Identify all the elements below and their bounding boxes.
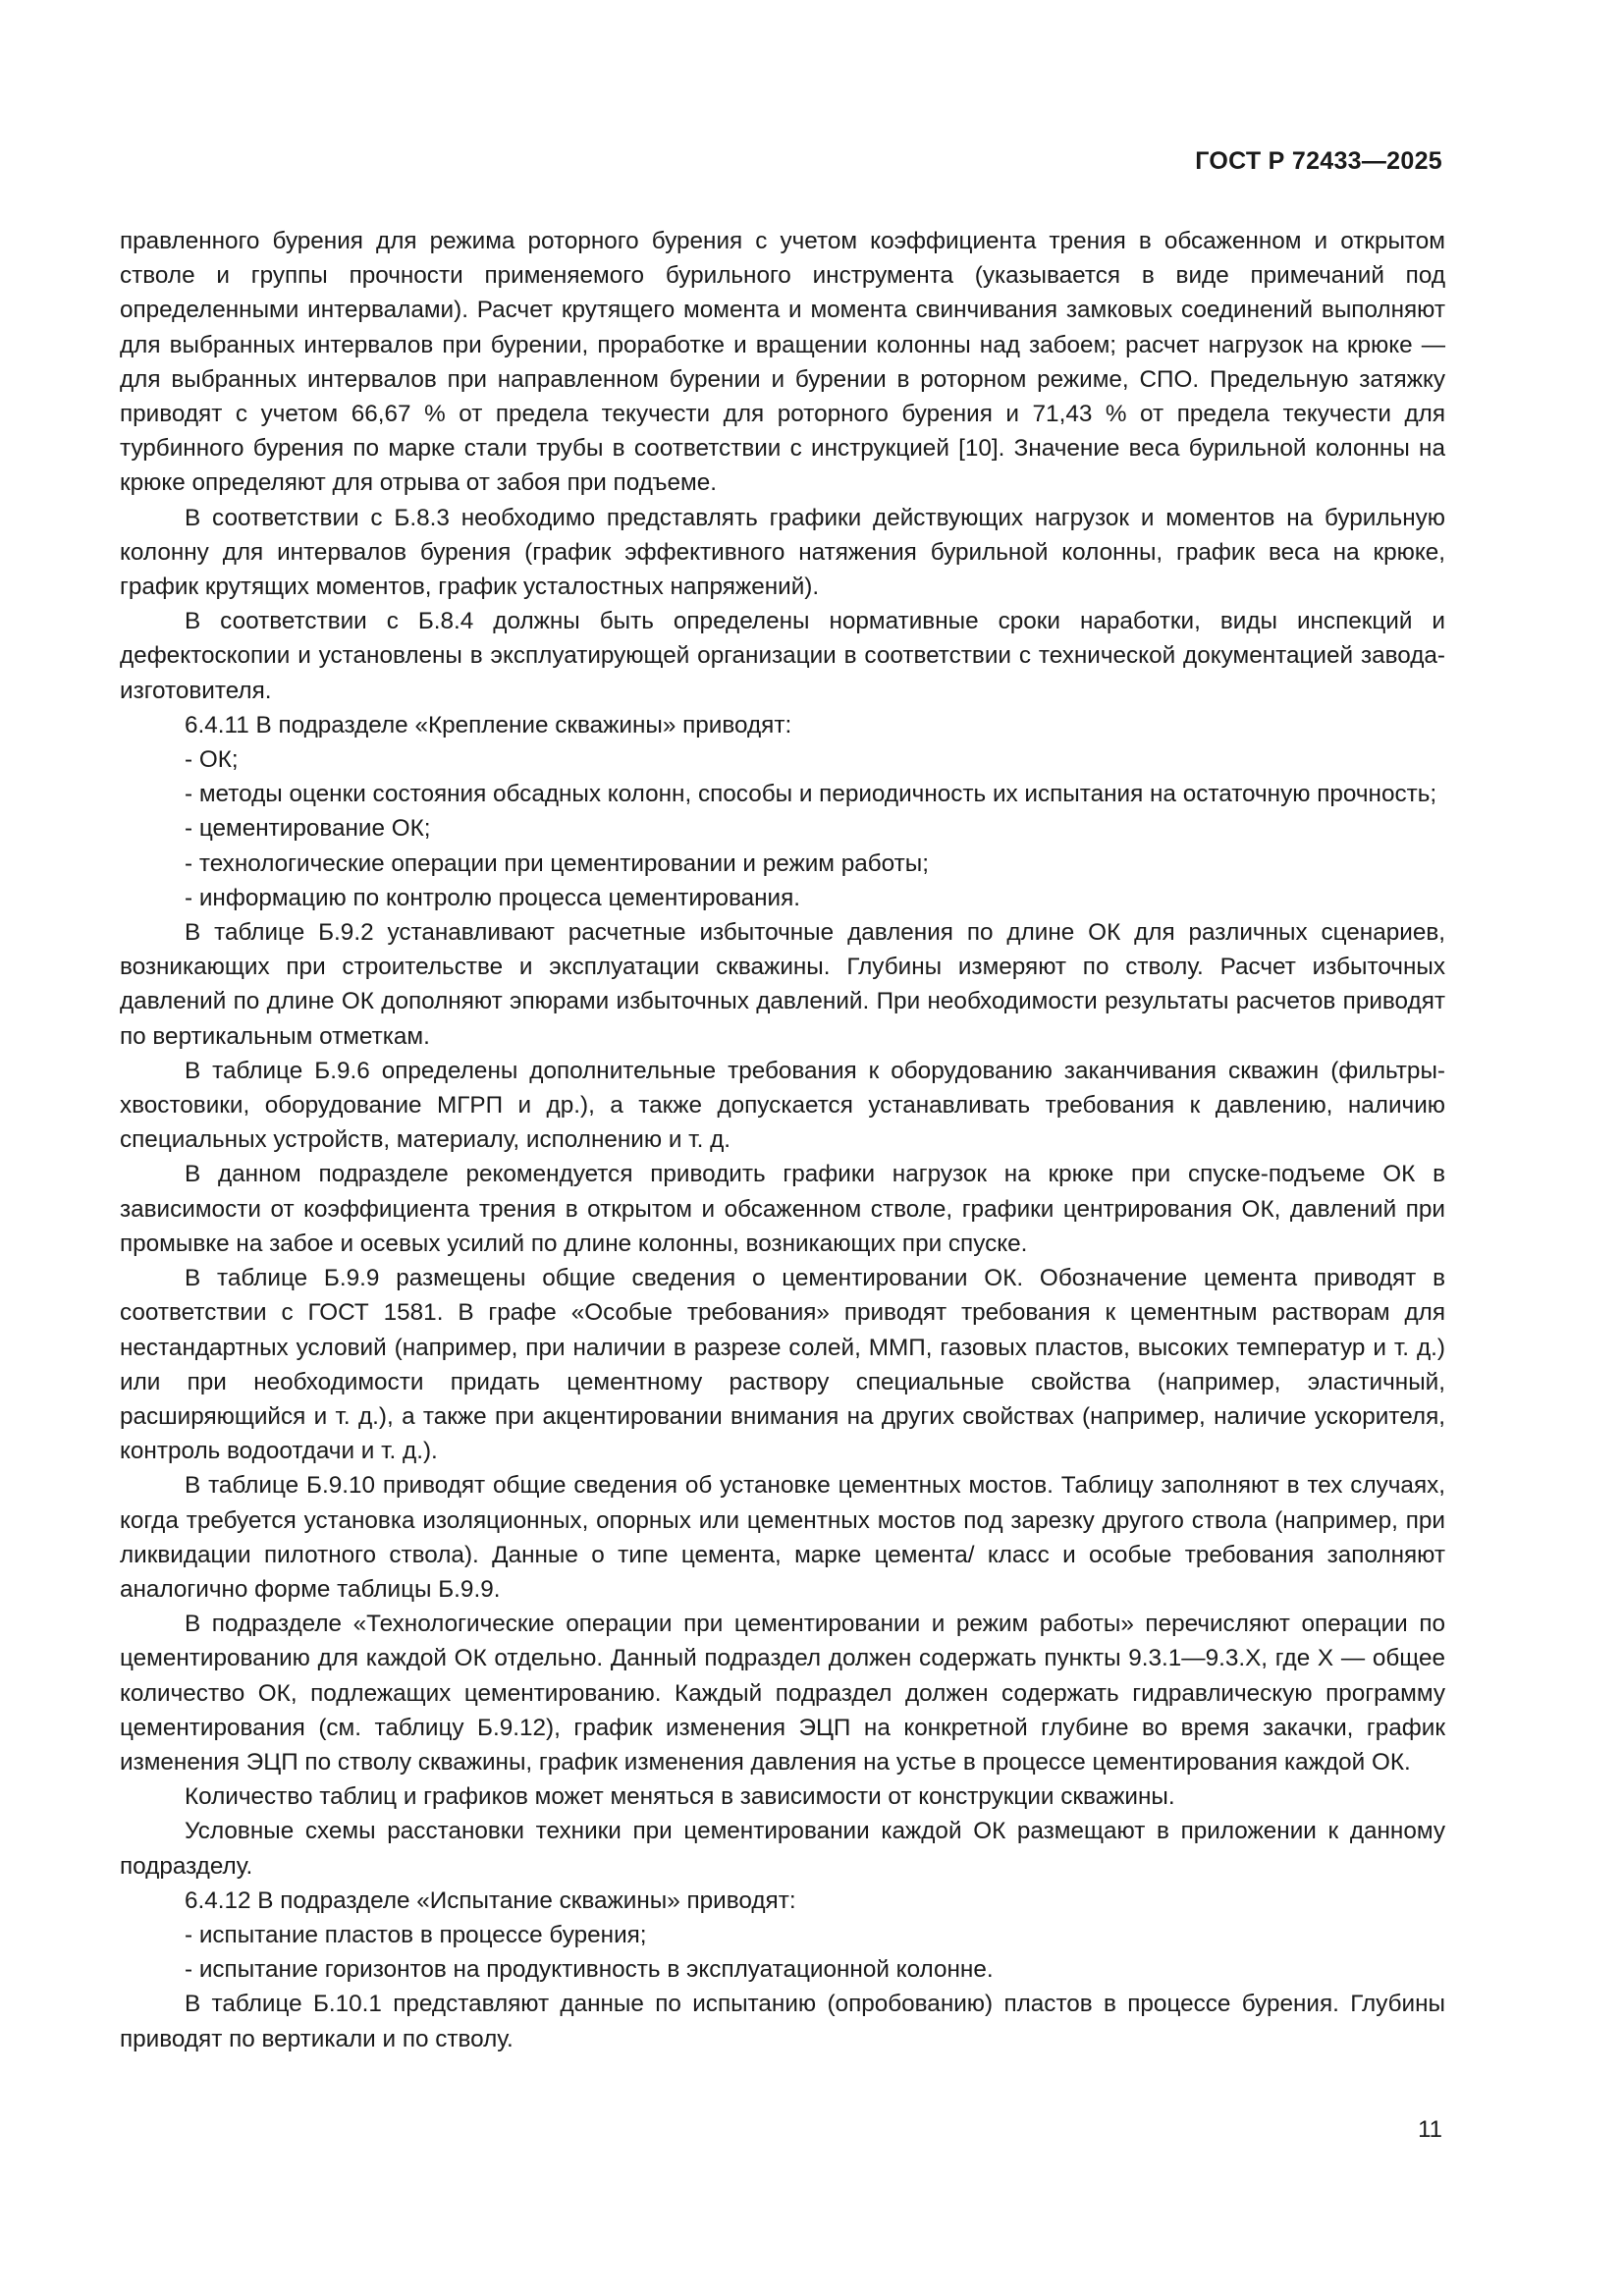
paragraph: В соответствии с Б.8.4 должны быть определены нормативные сроки наработки, виды инспекций и дефектоскопии и установлены в эксплуатирующей организации в соответствии с технической документацией завода-изготовителя. bbox=[120, 608, 1445, 704]
page-number: 11 bbox=[1418, 2116, 1442, 2143]
paragraph: В таблице Б.9.9 размещены общие сведения о цементировании ОК. Обозначение цемента приводят в соответствии с ГОСТ 1581. В графе «Особые требования» приводят требования к цементным растворам для нестандартных условий (например, при наличии в разрезе солей, ММП, газовых пластов, высоких температур и т. д.) или при необходимости придать цементному раствору специальные свойства (например, эластичный, расширяющийся и т. д.), а также при акцентировании внимания на других свойствах (например, наличие ускорителя, контроль водоотдачи и т. д.). bbox=[120, 1265, 1445, 1465]
body-text bbox=[120, 224, 1445, 2056]
paragraph: В соответствии с Б.8.3 необходимо представлять графики действующих нагрузок и моментов на бурильную колонну для интервалов бурения (график эффективного натяжения бурильной колонны, график веса на крюке, график крутящих моментов, график усталостных напряжений). bbox=[120, 504, 1445, 601]
list-item: - испытание горизонтов на продуктивность в эксплуатационной колонне. bbox=[185, 1956, 994, 1984]
list-item: - информацию по контролю процесса цементирования. bbox=[185, 884, 801, 911]
paragraph: В таблице Б.9.2 устанавливают расчетные избыточные давления по длине ОК для различных сценариев, возникающих при строительстве и эксплуатации скважины. Глубины измеряют по стволу. Расчет избыточных давлений по длине ОК дополняют эпюрами избыточных давлений. При необходимости результаты расчетов приводят по вертикальным отметкам. bbox=[120, 919, 1445, 1050]
paragraph: В данном подразделе рекомендуется приводить графики нагрузок на крюке при спуске-подъеме ОК в зависимости от коэффициента трения в открытом и обсаженном стволе, графики центрирования ОК, давлений при промывке на забое и осевых усилий по длине колонны, возникающих при спуске. bbox=[120, 1161, 1445, 1257]
paragraph: Условные схемы расстановки техники при цементировании каждой ОК размещают в приложении к данному подразделу. bbox=[120, 1818, 1445, 1880]
paragraph: В таблице Б.10.1 представляют данные по испытанию (опробованию) пластов в процессе бурения. Глубины приводят по вертикали и по стволу. bbox=[120, 1991, 1445, 2052]
standard-designation: ГОСТ Р 72433—2025 bbox=[1195, 147, 1442, 175]
paragraph: Количество таблиц и графиков может меняться в зависимости от конструкции скважины. bbox=[185, 1783, 1175, 1811]
section-heading-6-4-11: 6.4.11 В подразделе «Крепление скважины» приводят: bbox=[185, 711, 792, 738]
section-heading-6-4-12: 6.4.12 В подразделе «Испытание скважины» приводят: bbox=[185, 1886, 796, 1914]
list-item: - цементирование ОК; bbox=[185, 815, 431, 843]
paragraph: правленного бурения для режима роторного бурения с учетом коэффициента трения в обсаженном и открытом стволе и группы прочности применяемого бурильного инструмента (указывается в виде примечаний под определенными интервалами). Расчет крутящего момента и момента свинчивания замковых соединений выполняют для выбранных интервалов при бурении, проработке и вращении колонны над забоем; расчет нагрузок на крюке — для выбранных интервалов при направленном бурении и бурении в роторном режиме, СПО. Предельную затяжку приводят с учетом 66,67 % от предела текучести для роторного бурения и 71,43 % от предела текучести для турбинного бурения по марке стали трубы в соответствии с инструкцией [10]. Значение веса бурильной колонны на крюке определяют для отрыва от забоя при подъеме. bbox=[120, 228, 1445, 497]
list-item: - ОК; bbox=[185, 746, 239, 774]
paragraph: В подразделе «Технологические операции при цементировании и режим работы» перечисляют операции по цементированию для каждой ОК отдельно. Данный подраздел должен содержать пункты 9.3.1—9.3.X, где X — общее количество ОК, подлежащих цементированию. Каждый подраздел должен содержать гидравлическую программу цементирования (см. таблицу Б.9.12), график изменения ЭЦП на конкретной глубине во время закачки, график изменения ЭЦП по стволу скважины, график изменения давления на устье в процессе цементирования каждой ОК. bbox=[120, 1611, 1445, 1776]
list-item: - испытание пластов в процессе бурения; bbox=[185, 1921, 647, 1948]
list-item: - технологические операции при цементировании и режим работы; bbox=[185, 849, 930, 877]
paragraph: В таблице Б.9.6 определены дополнительные требования к оборудованию заканчивания скважин (фильтры-хвостовики, оборудование МГРП и др.), а также допускается устанавливать требования к давлению, наличию специальных устройств, материалу, исполнению и т. д. bbox=[120, 1057, 1445, 1154]
paragraph: В таблице Б.9.10 приводят общие сведения об установке цементных мостов. Таблицу заполняют в тех случаях, когда требуется установка изоляционных, опорных или цементных мостов под зарезку другого ствола (например, при ликвидации пилотного ствола). Данные о типе цемента, марке цемента/ класс и особые требования заполняют аналогично форме таблицы Б.9.9. bbox=[120, 1472, 1445, 1603]
list-item: - методы оценки состояния обсадных колонн, способы и периодичность их испытания на остаточную прочность; bbox=[185, 781, 1437, 808]
